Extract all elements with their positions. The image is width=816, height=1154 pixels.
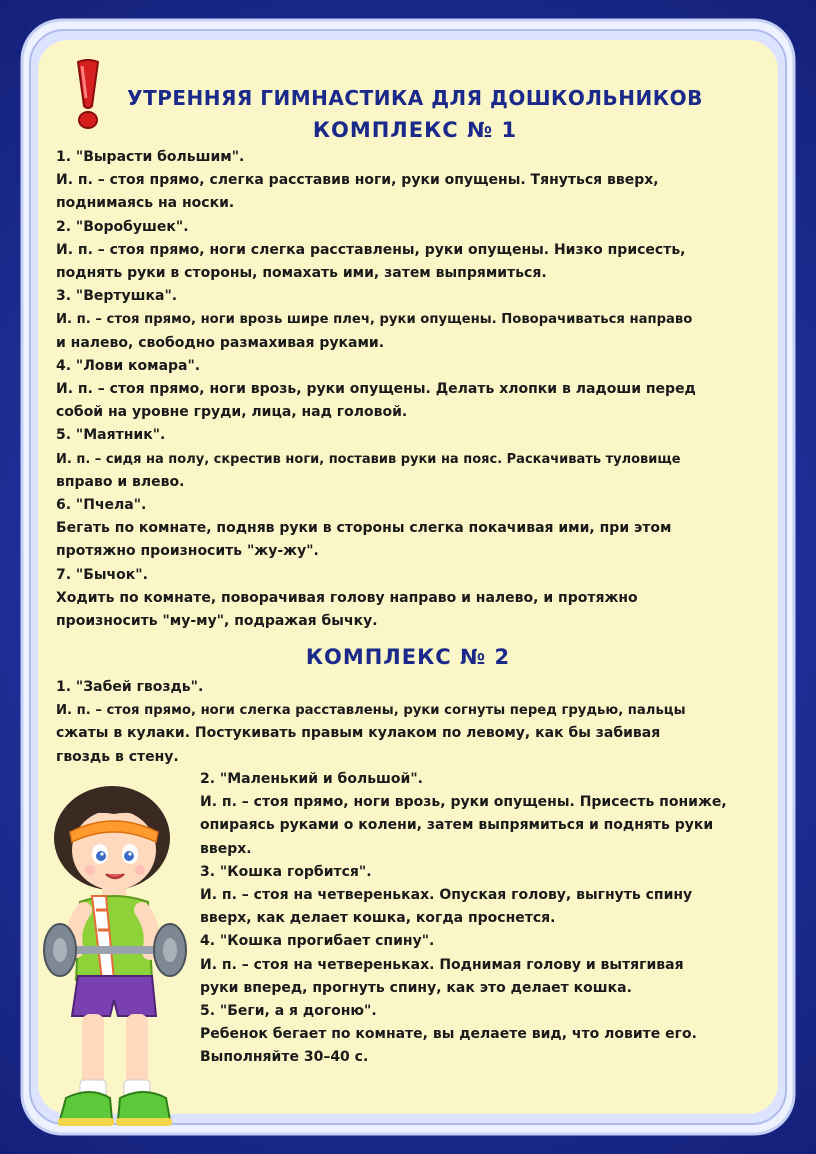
text-line: И. п. – стоя прямо, ноги врозь, руки опущены. Делать хлопки в ладоши перед (56, 381, 696, 398)
text-line: протяжно произносить "жу-жу". (56, 543, 319, 560)
text-line: поднимаясь на носки. (56, 195, 235, 212)
page-title: УТРЕННЯЯ ГИМНАСТИКА ДЛЯ ДОШКОЛЬНИКОВ (127, 86, 703, 110)
complex-1-text (56, 146, 772, 633)
text-line: вверх, как делает кошка, когда проснется. (200, 910, 556, 927)
text-line: Бегать по комнате, подняв руки в стороны слегка покачивая ими, при этом (56, 520, 672, 537)
exclamation-icon (70, 58, 106, 130)
text-line: 7. "Бычок". (56, 566, 148, 583)
child-with-dumbbell-illustration (30, 780, 200, 1150)
text-line: И. п. – стоя прямо, ноги слегка расставлены, руки согнуты перед грудью, пальцы (56, 703, 686, 719)
text-line: И. п. – сидя на полу, скрестив ноги, поставив руки на пояс. Раскачивать туловище (56, 451, 681, 467)
text-line: И. п. – стоя на четвереньках. Опуская голову, выгнуть спину (200, 887, 693, 904)
text-line: опираясь руками о колени, затем выпрямиться и поднять руки (200, 817, 714, 834)
text-line: 2. "Воробушек". (56, 218, 189, 235)
text-line: 6. "Пчела". (56, 497, 147, 514)
text-line: И. п. – стоя прямо, ноги врозь, руки опущены. Присесть пониже, (200, 794, 727, 811)
text-line: 4. "Лови комара". (56, 357, 201, 374)
text-line: И. п. – стоя на четвереньках. Поднимая голову и вытягивая (200, 956, 684, 973)
text-line: Выполняйте 30–40 с. (200, 1049, 369, 1066)
text-line: собой на уровне груди, лица, над головой. (56, 404, 408, 421)
text-line: 3. "Вертушка". (56, 288, 178, 305)
text-line: 3. "Кошка горбится". (200, 863, 372, 880)
complex-2-title: КОМПЛЕКС № 2 (305, 645, 511, 669)
complex-2-right-text (200, 768, 760, 1070)
text-line: Ходить по комнате, поворачивая голову направо и налево, и протяжно (56, 589, 638, 606)
complex-2-top-text (56, 676, 772, 769)
text-line: 1. "Забей гвоздь". (56, 679, 204, 695)
text-line: сжаты в кулаки. Постукивать правым кулаком по левому, как бы забивая (56, 725, 661, 742)
text-line: 5. "Маятник". (56, 427, 166, 444)
text-line: 2. "Маленький и большой". (200, 771, 423, 787)
text-line: произносить "му-му", подражая бычку. (56, 613, 378, 630)
text-line: руки вперед, прогнуть спину, как это делает кошка. (200, 979, 632, 996)
text-line: и налево, свободно размахивая руками. (56, 334, 385, 351)
text-line: гвоздь в стену. (56, 748, 179, 765)
complex-1-title: КОМПЛЕКС № 1 (312, 118, 518, 142)
text-line: 1. "Вырасти большим". (56, 149, 245, 165)
text-line: 4. "Кошка прогибает спину". (200, 933, 435, 950)
text-line: вправо и влево. (56, 473, 185, 490)
text-line: И. п. – стоя прямо, ноги врозь шире плеч, руки опущены. Поворачиваться направо (56, 312, 693, 328)
text-line: Ребенок бегает по комнате, вы делаете вид, что ловите его. (200, 1026, 697, 1043)
text-line: 5. "Беги, а я догоню". (200, 1003, 377, 1020)
text-line: И. п. – стоя прямо, слегка расставив ноги, руки опущены. Тянуться вверх, (56, 172, 659, 189)
text-line: И. п. – стоя прямо, ноги слегка расставлены, руки опущены. Низко присесть, (56, 241, 686, 258)
text-line: вверх. (200, 840, 252, 857)
text-line: поднять руки в стороны, помахать ими, затем выпрямиться. (56, 265, 547, 282)
